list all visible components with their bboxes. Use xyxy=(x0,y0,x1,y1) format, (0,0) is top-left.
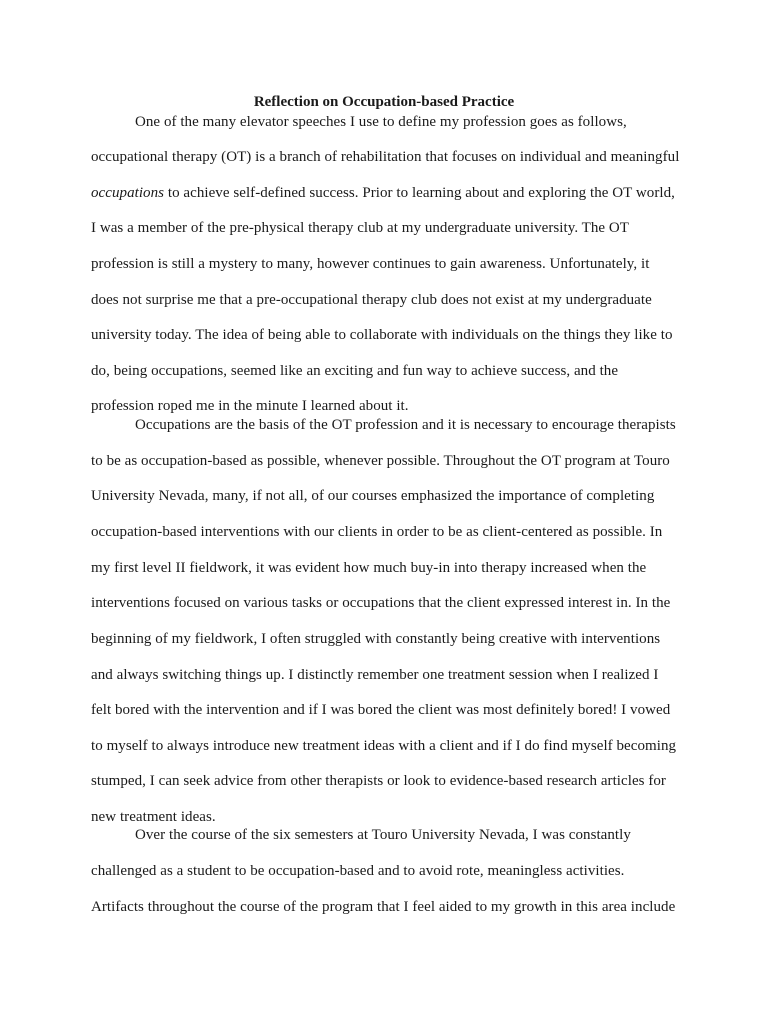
paragraph-1-line-9: profession roped me in the minute I learned about it. xyxy=(91,398,409,414)
paragraph-1-line-3 xyxy=(91,183,675,203)
paragraph-3-line-2: challenged as a student to be occupation-based and to avoid rote, meaningless activities. xyxy=(91,863,625,879)
paragraph-2-line-7: beginning of my fieldwork, I often struggled with constantly being creative with interventions xyxy=(91,631,661,647)
paragraph-1-line-6: does not surprise me that a pre-occupational therapy club does not exist at my undergraduate xyxy=(91,292,652,308)
paragraph-1-line-7: university today. The idea of being able to collaborate with individuals on the things they like to xyxy=(91,327,673,343)
italic-term: occupations xyxy=(91,185,165,201)
document-title: Reflection on Occupation-based Practice xyxy=(253,94,515,110)
paragraph-2-line-2: to be as occupation-based as possible, whenever possible. Throughout the OT program at Touro xyxy=(91,453,670,469)
line-text: to achieve self-defined success. Prior to learning about and exploring the OT world, xyxy=(164,185,675,201)
paragraph-2-line-12: new treatment ideas. xyxy=(91,809,216,825)
paragraph-3-line-1: Over the course of the six semesters at Touro University Nevada, I was constantly xyxy=(135,827,631,843)
paragraph-1-line-2: occupational therapy (OT) is a branch of rehabilitation that focuses on individual and meaningful xyxy=(91,149,680,165)
paragraph-2-line-10: to myself to always introduce new treatment ideas with a client and if I do find myself becoming xyxy=(91,738,677,754)
paragraph-2-line-9: felt bored with the intervention and if I was bored the client was most definitely bored! I vowed xyxy=(91,702,671,718)
paragraph-1-line-1: One of the many elevator speeches I use to define my profession goes as follows, xyxy=(135,114,627,130)
paragraph-1-line-5: profession is still a mystery to many, however continues to gain awareness. Unfortunately, it xyxy=(91,256,650,272)
paragraph-2-line-11: stumped, I can seek advice from other therapists or look to evidence-based research articles for xyxy=(91,773,666,789)
paragraph-2-line-1: Occupations are the basis of the OT profession and it is necessary to encourage therapists xyxy=(135,417,676,433)
paragraph-3-line-3: Artifacts throughout the course of the program that I feel aided to my growth in this area include xyxy=(91,899,676,915)
paragraph-2-line-4: occupation-based interventions with our clients in order to be as client-centered as possible. In xyxy=(91,524,663,540)
paragraph-1-line-8: do, being occupations, seemed like an exciting and fun way to achieve success, and the xyxy=(91,363,619,379)
paragraph-2-line-8: and always switching things up. I distinctly remember one treatment session when I realized I xyxy=(91,667,659,683)
paragraph-2-line-6: interventions focused on various tasks or occupations that the client expressed interest in. In the xyxy=(91,595,671,611)
paragraph-1-line-4: I was a member of the pre-physical therapy club at my undergraduate university. The OT xyxy=(91,220,630,236)
paragraph-2-line-3: University Nevada, many, if not all, of our courses emphasized the importance of completing xyxy=(91,488,655,504)
paragraph-2-line-5: my first level II fieldwork, it was evident how much buy-in into therapy increased when the xyxy=(91,560,647,576)
